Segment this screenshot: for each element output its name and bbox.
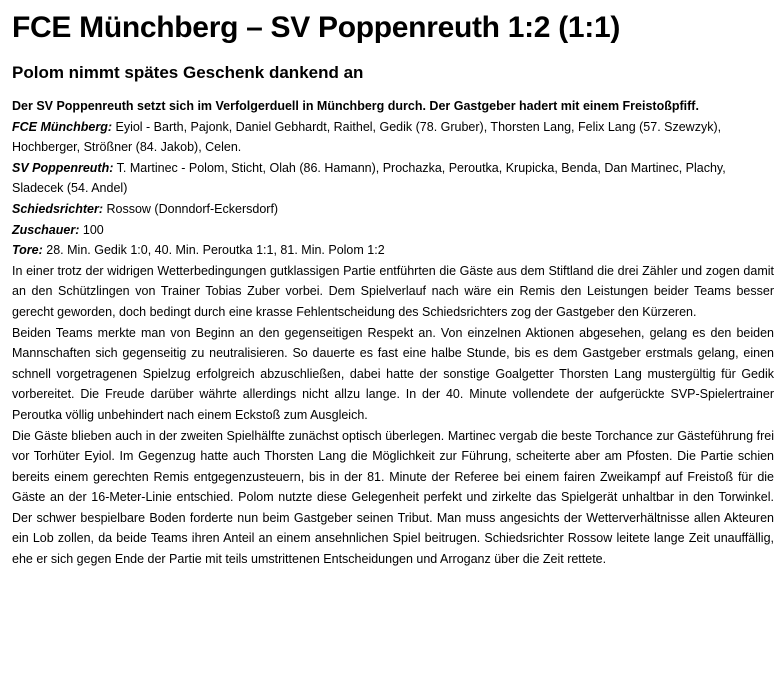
lineup-home [12,117,774,158]
paragraph: Die Gäste blieben auch in der zweiten Spielhälfte zunächst optisch überlegen. Martinec vergab die beste Torchance zur Gästeführung frei vor Torhüter Eyiol. Im Gegenzug hatte auch Thorsten Lang die Möglichkeit zur Führung, scheiterte aber am Pfosten. Die Partie schien bereits einem gerechten Remis entgegenzusteuern, bis in der 81. Minute der Referee bei einem fairen Zweikampf auf Freistoß für die Gäste an der 16-Meter-Linie entschied. Polom nutzte diese Gelegenheit perfekt und zirkelte das Spielgerät unhaltbar in den Torwinkel. Der schwer bespielbare Boden forderte nun beim Gastgeber seinen Tribut. Man muss angesichts der Wetterverhältnisse allen Akteuren ein Lob zollen, da beide Teams ihren Anteil an einem ansehnlichen Spiel beitrugen. Schiedsrichter Rossow leitete lange Zeit unauffällig, ehe er sich gegen Ende der Partie mit teils umstrittenen Entscheidungen und Arroganz über die Zeit rettete. [12,428,774,567]
referee [12,199,774,220]
referee-value: Rossow (Donndorf-Eckersdorf) [106,201,279,216]
goals [12,240,774,261]
spectators-key: Zuschauer: [12,222,80,237]
spectators-value: 100 [82,222,104,237]
article-body [12,261,774,570]
goals-key: Tore: [12,243,43,258]
referee-key: Schiedsrichter: [12,201,104,216]
lineup-away [12,158,774,199]
article-subtitle: Polom nimmt spätes Geschenk dankend an [12,63,364,82]
paragraph: Beiden Teams merkte man von Beginn an den gegenseitigen Respekt an. Von einzelnen Aktionen abgesehen, gelang es den beiden Mannschaften sich gegenseitig zu neutralisieren. So dauerte es fast eine halbe Stunde, bis es dem Gastgeber erstmals gelang, einen schnell vorgetragenen Spielzug erfolgreich abzuschließen, dabei hatte der sonstige Goalgetter Thorsten Lang mustergültig für Gedik vorbereitet. Die Freude darüber währte allerdings nicht allzu lange. In der 40. Minute vollendete der aufgerückte SVP-Spielertrainer Peroutka völlig unbehindert nach einem Eckstoß zum Ausgleich. [12,325,774,422]
lineup-away-key: SV Poppenreuth: [12,160,114,175]
match-info [12,117,774,261]
lineup-away-value: T. Martinec - Polom, Sticht, Olah (86. Hamann), Prochazka, Peroutka, Krupicka, Benda, Dan Martinec, Plachy, Sladecek (54. Andel) [12,160,726,196]
lineup-home-value: Eyiol - Barth, Pajonk, Daniel Gebhardt, Raithel, Gedik (78. Gruber), Thorsten Lang, Felix Lang (57. Szewzyk), Hochberger, Strößner (84. Jakob), Celen. [12,119,722,155]
paragraph: In einer trotz der widrigen Wetterbedingungen gutklassigen Partie entführten die Gäste aus dem Stiftland die drei Zähler und zogen damit an den Schützlingen von Trainer Tobias Zuber vorbei. Dem Spielverlauf nach wäre ein Remis den Leistungen beider Teams besser gerecht geworden, doch bedingt durch eine krasse Fehlentscheidung des Schiedsrichters zog der Gastgeber den Kürzeren. [12,263,774,319]
article-lead: Der SV Poppenreuth setzt sich im Verfolgerduell in Münchberg durch. Der Gastgeber hadert mit einem Freistoßpfiff. [12,99,699,113]
spectators [12,220,774,241]
goals-value: 28. Min. Gedik 1:0, 40. Min. Peroutka 1:1, 81. Min. Polom 1:2 [46,243,385,258]
lineup-home-key: FCE Münchberg: [12,119,112,134]
article-title: FCE Münchberg – SV Poppenreuth 1:2 (1:1) [12,11,621,44]
